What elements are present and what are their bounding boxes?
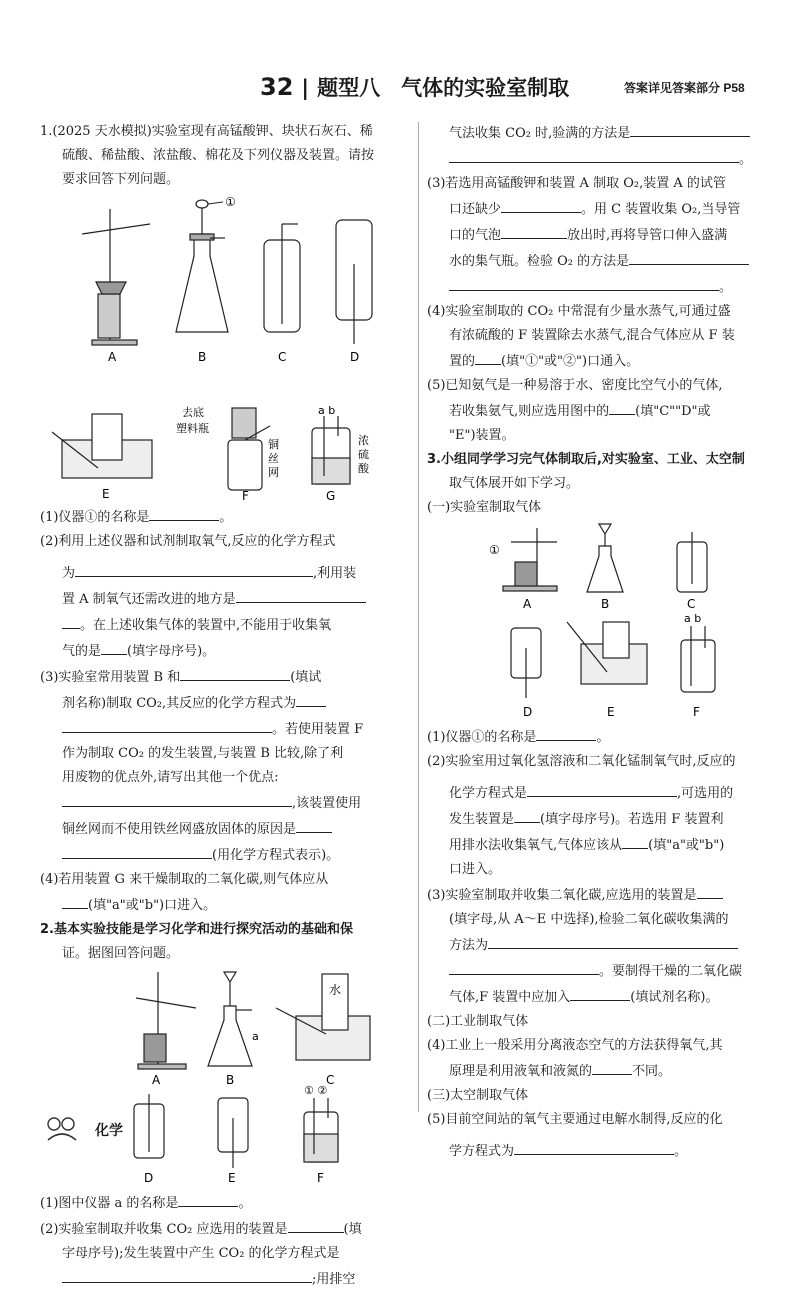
answer-blank[interactable] [62,892,88,909]
answer-blank[interactable] [475,348,501,365]
answer-blank[interactable] [149,504,219,521]
q1-s3: 剂名称)制取 CO₂,其反应的化学方程式为 [40,690,410,716]
answer-blank[interactable] [697,882,723,899]
answer-blank[interactable] [514,806,540,823]
answer-blank[interactable] [514,1138,674,1155]
answer-blank[interactable] [236,586,366,603]
answer-blank[interactable] [449,274,719,291]
q2-s2: 气法收集 CO₂ 时,验满的方法是 [427,120,772,146]
subject-label: 化学 [95,1123,123,1139]
q3-s4: (4)工业上一般采用分离液态空气的方法获得氧气,其 [427,1038,723,1053]
q2-s4: (4)实验室制取的 CO₂ 中常混有少量水蒸气,可通过盛 [427,304,731,319]
answer-blank[interactable] [527,780,677,797]
q3-marker: ① [489,543,500,557]
q1-f-note: 铜 [268,438,279,451]
q1-label-b: B [198,350,207,364]
q1-s3: (3)实验室常用装置 B 和 (填试 [40,664,410,690]
q2-apparatus-a [136,972,196,1069]
q1-s3: 用废物的优点外,请写出其他一个优点: [62,770,279,785]
q1-stem-line: 硫酸、稀盐酸、浓盐酸、棉花及下列仪器及装置。请按 [62,148,375,163]
q3-s3: (填字母,从 A～E 中选择),检验二氧化碳收集满的 [449,912,729,927]
q1-apparatus-f [228,408,270,490]
q2-s1: (1)图中仪器 a 的名称是 。 [40,1190,410,1216]
q2-label-b: B [226,1073,235,1087]
answer-blank[interactable] [629,248,749,265]
q3-apparatus-e [567,622,647,684]
answer-blank[interactable] [62,612,80,629]
answer-blank[interactable] [570,984,630,1001]
q3-ab: a b [684,612,702,625]
q1-s2: 为 ,利用装 [40,560,410,586]
q2-apparatus-b [208,972,252,1066]
answer-blank[interactable] [449,958,599,975]
q2-label-e: E [228,1171,236,1185]
q1-label-e: E [102,487,110,501]
q2-apparatus-c [276,974,370,1060]
answer-blank[interactable] [62,716,272,733]
answer-blank[interactable] [180,664,290,681]
answer-blank[interactable] [609,398,635,415]
q2-apparatus-figure [40,968,410,1188]
q3-s3: 气体,F 装置中应加入 (填试剂名称)。 [427,984,772,1010]
q3-s2: 发生装置是 (填字母序号)。若选用 F 装置利 [427,806,772,832]
q1-apparatus-b [176,200,228,332]
answer-blank[interactable] [62,1266,312,1283]
answer-blank[interactable] [101,638,127,655]
q1-label-a: A [108,350,117,364]
q2-s3: 口还缺少 。用 C 装置收集 O₂,当导管 [427,196,772,222]
footer-logo-icon [40,1110,84,1150]
q3-label-e: E [607,705,615,719]
q3-part-1: (一)实验室制取气体 [427,500,542,515]
q1-apparatus-c [264,224,300,332]
q2-water-label: 水 [329,983,342,997]
q3-s3: 方法为 [427,932,772,958]
q2-label-c: C [326,1073,335,1087]
q3-s2: 化学方程式是 ,可选用的 [427,780,772,806]
q1-f-note: 去底 [182,406,204,419]
q1-g-note: 酸 [358,462,369,475]
q1-apparatus-e [52,414,152,478]
q2-label-a: A [152,1073,161,1087]
answer-blank[interactable] [488,932,738,949]
q2-s2: 字母序号);发生装置中产生 CO₂ 的化学方程式是 [62,1246,340,1261]
q2-apparatus-d [134,1094,164,1158]
page-title [260,72,569,102]
q1-g-note: 浓 [358,434,369,447]
q2-s3: 口的气泡 放出时,再将导管口伸入盛满 [427,222,772,248]
answer-blank[interactable] [449,146,739,163]
q1-s2: 气的是 (填字母序号)。 [40,638,410,664]
q2-s3: 。 [427,274,772,300]
q2-stem-line: 证。据图回答问题。 [62,946,180,961]
q1-f-note: 网 [268,466,279,479]
answer-blank[interactable] [178,1190,238,1207]
q1-apparatus-figure-2 [40,406,410,502]
q3-apparatus-d [511,628,541,698]
q2-s3: (3)若选用高锰酸钾和装置 A 制取 O₂,装置 A 的试管 [427,176,726,191]
q3-apparatus-c [677,532,707,592]
q1-g-ab: a b [318,406,336,417]
q1-s3: (用化学方程式表示)。 [40,842,410,868]
q1-g-note: 硫 [358,448,369,461]
q1-stem-line: 要求回答下列问题。 [62,172,180,187]
q3-apparatus-figure [427,522,772,722]
q1-s2: (2)利用上述仪器和试剂制取氧气,反应的化学方程式 [40,534,336,549]
title-separator: | [301,76,310,100]
q3-part-3: (三)太空制取气体 [427,1088,529,1103]
q1-s4: (填"a"或"b")口进入。 [40,892,410,918]
q1-apparatus-g [312,416,350,484]
answer-blank[interactable] [501,196,581,213]
q1-f-note: 丝 [268,452,279,465]
q1-label-c: C [278,350,287,364]
q2-s3: 水的集气瓶。检验 O₂ 的方法是 [427,248,772,274]
q2-s2: ;用排空 [40,1266,410,1292]
q1-s3: 。若使用装置 F [40,716,410,742]
column-divider [418,122,419,1112]
q3-s2: 口进入。 [449,862,502,877]
q1-apparatus-a [82,209,150,345]
answer-blank[interactable] [288,1216,344,1233]
q3-s5: (5)目前空间站的氧气主要通过电解水制得,反应的化 [427,1112,723,1127]
q1-s3: ,该装置使用 [40,790,410,816]
q1-s3: 铜丝网而不使用铁丝网盛放固体的原因是 [40,816,410,842]
q2-s4: 有浓硫酸的 F 装置除去水蒸气,混合气体应从 F 装 [449,328,735,343]
answer-blank[interactable] [296,690,326,707]
q3-apparatus-a [503,528,557,591]
page-number: 32 [260,73,294,101]
q1-f-note: 塑料瓶 [176,422,209,435]
q1-s3: 作为制取 CO₂ 的发生装置,与装置 B 比较,除了利 [62,746,344,761]
q1-label-g: G [326,489,336,502]
q1-label-d: D [350,350,360,364]
answer-blank[interactable] [630,120,750,137]
answer-blank[interactable] [501,222,567,239]
answer-blank[interactable] [62,842,212,859]
answer-blank[interactable] [592,1058,632,1075]
left-column [40,120,410,1292]
q1-label-f: F [242,489,249,502]
q2-a-mark: a [252,1030,259,1043]
q3-s2: 用排水法收集氧气,气体应该从 (填"a"或"b") [427,832,772,858]
q2-s4: 置的 (填"①"或"②")口通入。 [427,348,772,374]
q1-s2: 置 A 制氧气还需改进的地方是 [40,586,410,612]
q1-apparatus-d [336,220,372,344]
q3-stem-line: 3.小组同学学习完气体制取后,对实验室、工业、太空制 [427,452,745,467]
q3-part-2: (二)工业制取气体 [427,1014,529,1029]
q2-s5: 若收集氨气,则应选用图中的 (填"C""D"或 [427,398,772,424]
q1-s4: (4)若用装置 G 来干燥制取的二氧化碳,则气体应从 [40,872,329,887]
q3-stem-line: 取气体展开如下学习。 [449,476,580,491]
q1-apparatus-figure [40,194,410,404]
q1-stem-line: 1.(2025 天水模拟)实验室现有高锰酸钾、块状石灰石、稀 [40,124,373,139]
q3-apparatus-f [681,626,715,692]
right-column [427,120,772,1164]
q2-s2: (2)实验室制取并收集 CO₂ 应选用的装置是 (填 [40,1216,410,1242]
q2-s5: (5)已知氨气是一种易溶于水、密度比空气小的气体, [427,378,723,393]
q3-label-d: D [523,705,533,719]
q1-s1: (1)仪器①的名称是 。 [40,504,410,530]
q1-marker: ① [225,195,236,209]
q3-s1: (1)仪器①的名称是 。 [427,724,772,750]
q3-s3: 。要制得干燥的二氧化碳 [427,958,772,984]
answer-blank[interactable] [622,832,648,849]
answer-blank[interactable] [536,724,596,741]
q3-s5: 学方程式为 。 [427,1138,772,1164]
q2-f-marks: ① ② [304,1084,328,1097]
q3-label-a: A [523,597,532,611]
q2-apparatus-e [218,1098,248,1168]
q3-label-c: C [687,597,696,611]
q2-label-d: D [144,1171,154,1185]
answer-blank[interactable] [75,560,313,577]
q2-s2: 。 [427,146,772,172]
answer-blank[interactable] [62,790,292,807]
answer-blank[interactable] [296,816,332,833]
q2-stem-line: 2.基本实验技能是学习化学和进行探究活动的基础和保 [40,922,353,937]
q1-s2: 。在上述收集气体的装置中,不能用于收集氧 [40,612,410,638]
q2-s5: "E")装置。 [449,428,515,443]
answer-reference: 答案详见答案部分 P58 [624,81,745,95]
q3-label-b: B [601,597,610,611]
q2-apparatus-f [304,1098,338,1162]
q3-s4: 原理是利用液氧和液氮的 不同。 [427,1058,772,1084]
q3-apparatus-b [587,524,623,592]
section-title: 题型八 气体的实验室制取 [317,76,570,100]
q2-label-f: F [317,1171,324,1185]
q3-s3: (3)实验室制取并收集二氧化碳,应选用的装置是 [427,882,772,908]
q3-label-f: F [693,705,700,719]
q3-s2: (2)实验室用过氧化氢溶液和二氧化锰制氧气时,反应的 [427,754,736,769]
